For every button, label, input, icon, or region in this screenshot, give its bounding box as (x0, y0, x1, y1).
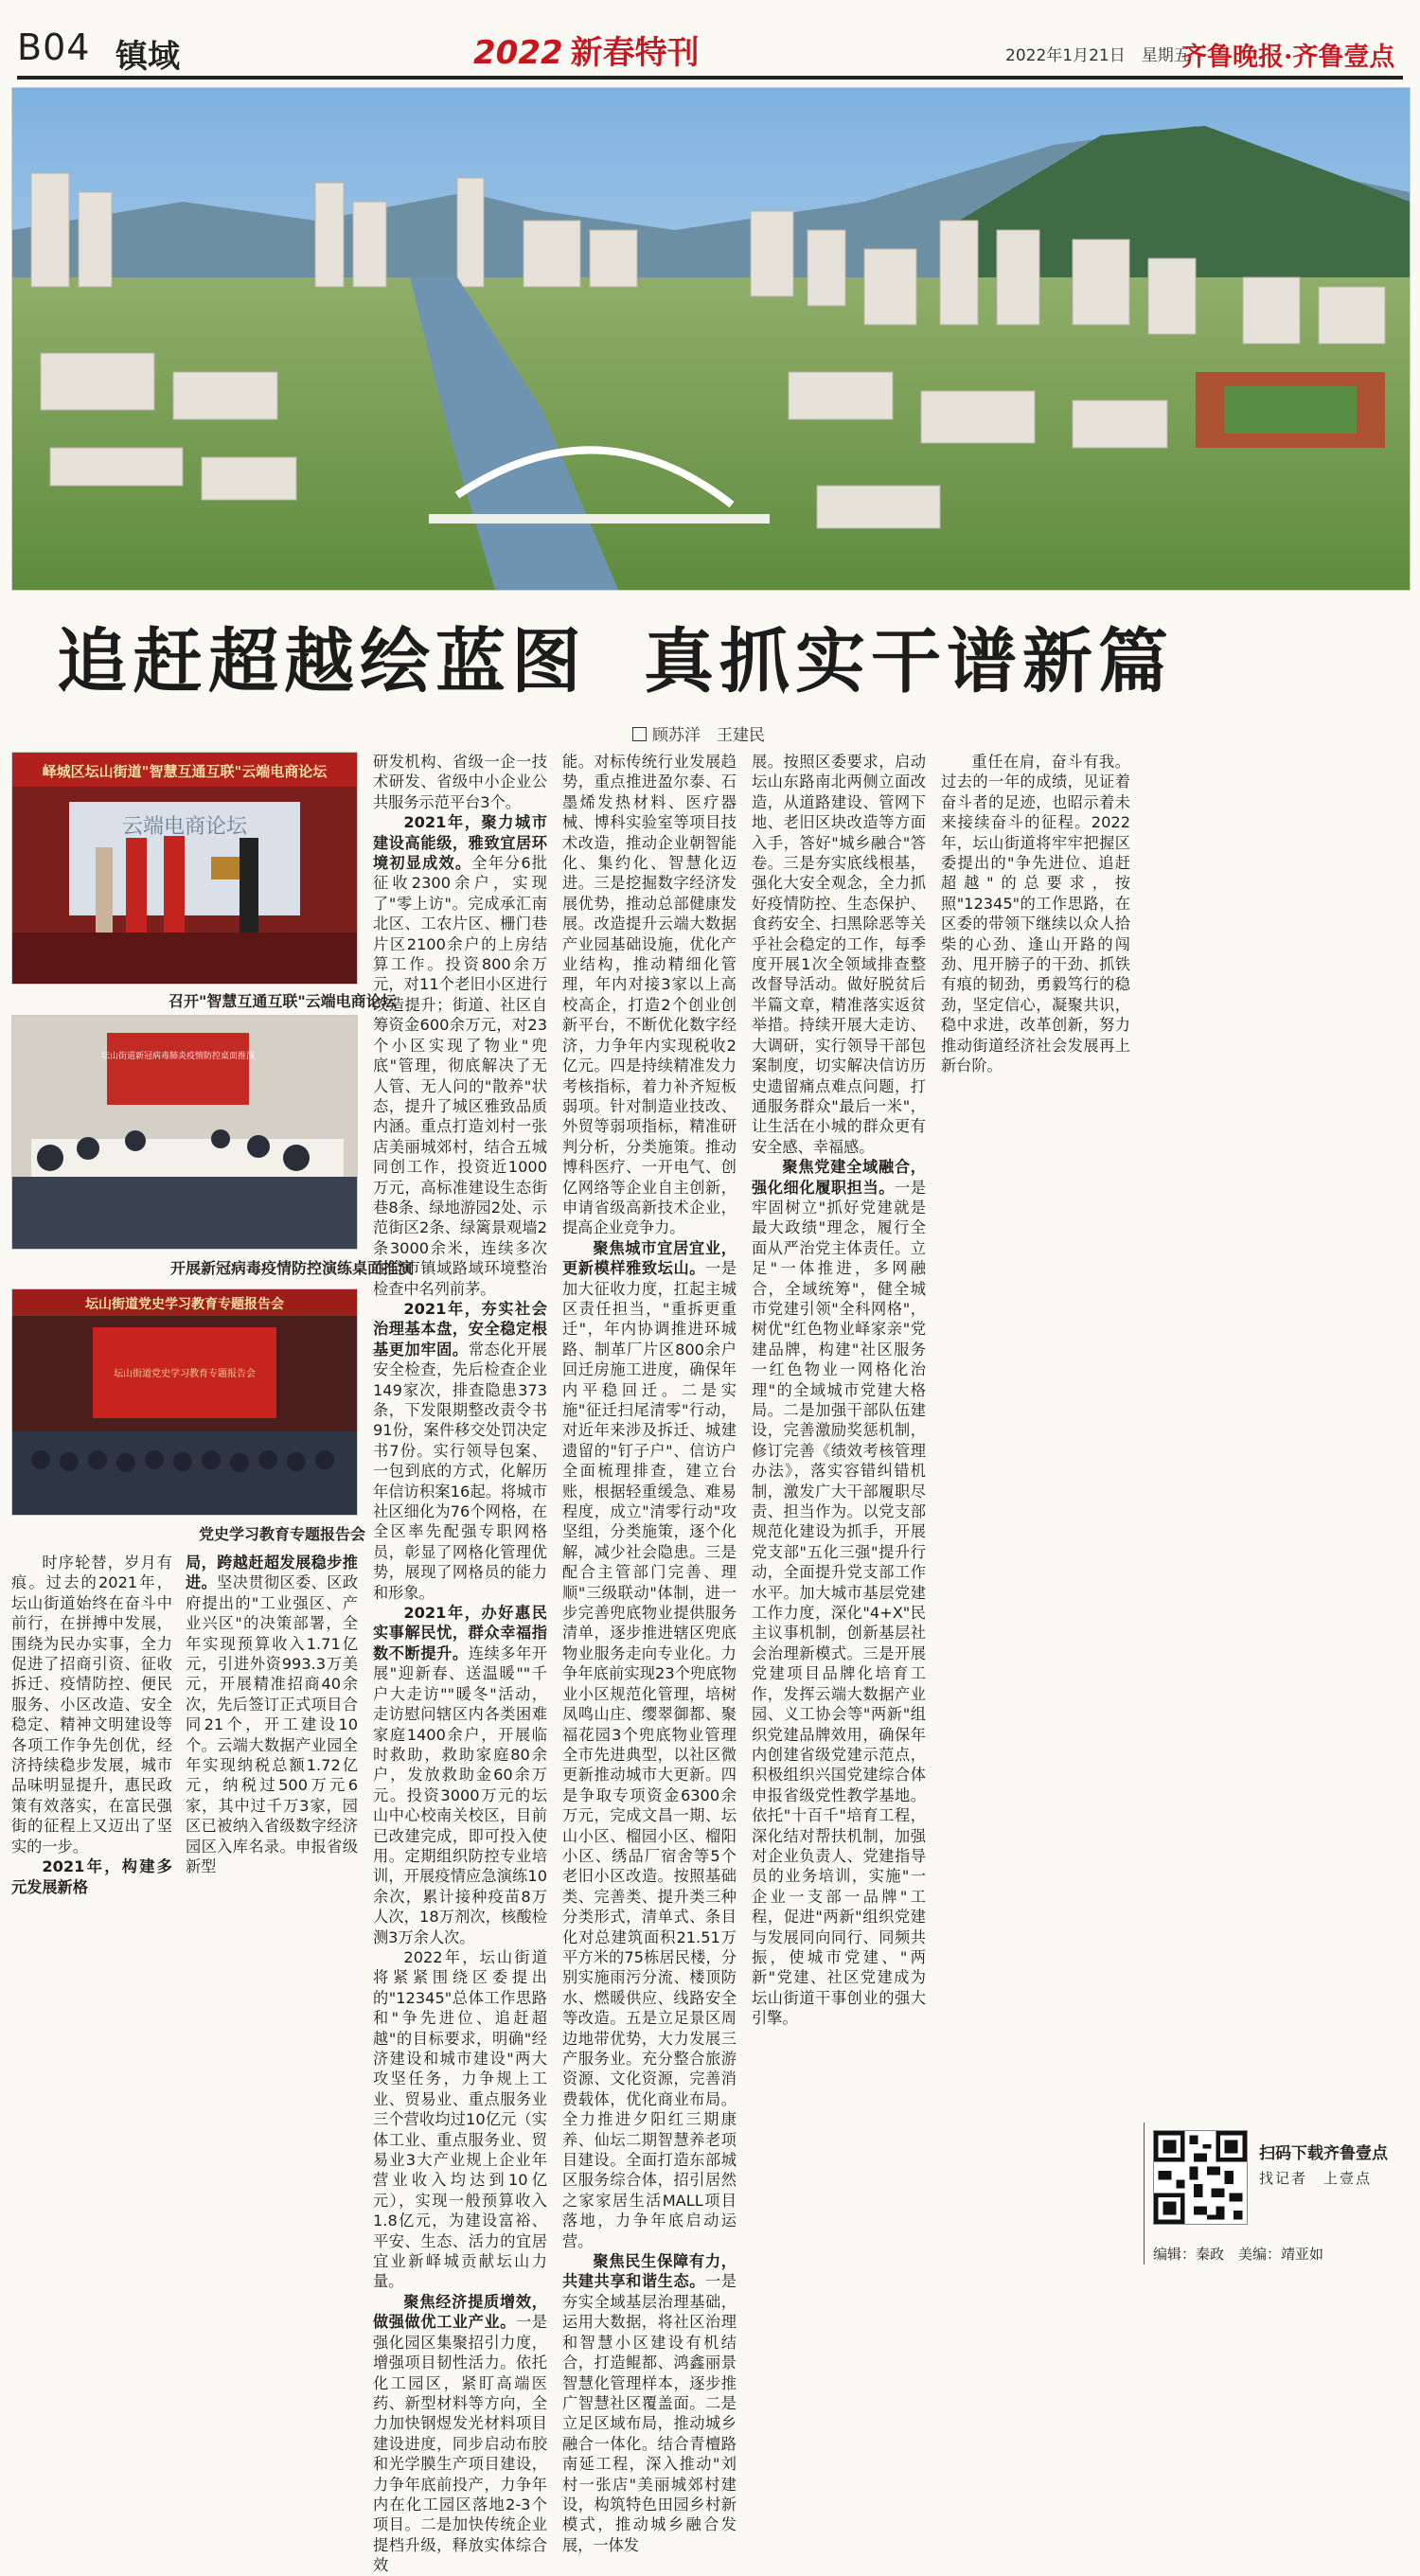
col5-closing: 重任在肩，奋斗有我。过去的一年的成绩，见证着奋斗者的足迹，也昭示着未来接续奋斗的征程。2022年，坛山街道将牢牢把握区委提出的"争先进位、追赶超越"的总要求，按照"12345"的工作思路，在区委的带领下继续以众人拾柴的心劲、逢山开路的闯劲、甩开膀子的干劲、抓铁有痕的韧劲，勇毅笃行的稳劲，坚定信心，凝聚共识，稳中求进，改革创新，努力推动街道经济社会发展再上新台阶。 (941, 753, 1130, 1075)
section-name: 镇域 (115, 38, 180, 76)
colmid-text: 坚决贯彻区委、区政府提出的"工业强区、产业兴区"的决策部署，全年实现预算收入1.71亿元，引进外资993.3万美元，开展精准招商40余次，先后签订正式项目合同21个，开工建设10个。云端大数据产业园全年实现纳税总额1.72亿元，纳税过500万元6家，其中过千万3家，园区已被纳入省级数字经济园区入库名录。申报省级新型 (186, 1573, 359, 1876)
byline (632, 721, 765, 745)
col2-lead2: 2021年，夯实社会治理基本盘，安全稳定根基更加牢固。 (373, 1299, 547, 1359)
special-edition-label (473, 27, 700, 73)
report-photo (11, 1288, 358, 1516)
col3-p3: 一是夯实全域基层治理基础，运用大数据，将社区治理和智慧小区建设有机结合，打造鲲都、鸿鑫丽景智慧化管理样本，逐步推广智慧社区覆盖面。二是立足区域布局，推动城乡融合一体化。结合青檀路南延工程，深入推动"刘村一张店"美丽城郊村建设，构筑特色田园乡村新模式，推动城乡融合发展，一体发 (562, 2272, 737, 2554)
article-col4 (752, 752, 926, 2276)
article-col1 (11, 1553, 172, 2107)
page-header (0, 0, 1420, 76)
drill-caption: 开展新冠病毒疫情防控演练桌面推演 (170, 1259, 414, 1277)
report-banner-text: 坛山街道党史学习教育专题报告会 (85, 1297, 284, 1312)
col1-intro: 时序轮替，岁月有痕。过去的2021年，坛山街道始终在奋斗中前行，在拼搏中发展，围绕为民办实事，全力促进了招商引资、征收拆迁、疫情防控、便民服务、小区改造、安全稳定、精神文明建设等各项工作争先创优，经济持续稳步发展，城市品味明显提升，惠民政策有效落实，在富民强街的征程上又迈出了坚实的一步。 (11, 1554, 172, 1856)
special-title: 新春特刊 (570, 34, 700, 72)
col2-lead4: 聚焦经济提质增效，做强做优工业产业。 (373, 2292, 547, 2332)
issue-date: 2022年1月21日 星期五 (1005, 46, 1190, 65)
headline-part1: 追赶超越绘蓝图 (57, 621, 587, 702)
forum-banner-text: 峄城区坛山街道"智慧互通互联"云端电商论坛 (42, 763, 328, 780)
col2-p3: 连续多年开展"迎新春、送温暖""千户大走访""暖冬"活动，走访慰问辖区内各类困难家庭1400余户，开展临时救助，救助家庭80余户，发放救助金60余万元。投资3000万元的坛山中心校南关校区，目前已改建完成，即可投入使用。定期组织防控专业培训，开展疫情应急演练10余次，累计接种疫苗8万人次，18万剂次，核酸检测3万余人次。 (373, 1643, 547, 1946)
editors-credit: 编辑：秦政 美编：靖亚如 (1153, 2246, 1324, 2263)
qr-sub-label: 找记者 上壹点 (1259, 2170, 1373, 2187)
report-screen-text: 坛山街道党史学习教育专题报告会 (114, 1369, 256, 1379)
header-rule (17, 76, 1403, 80)
colmid-lead: 局，跨越赶超发展稳步推进。 (186, 1554, 358, 1592)
byline-box-icon (632, 727, 647, 741)
headline-part2: 真抓实干谱新篇 (644, 621, 1174, 702)
col3-p2: 一是加大征收力度，扛起主城区责任担当，"重拆更重迁"，年内协调推进环城路、制革厂片区800余户回迁房施工进度，确保年内平稳回迁。二是实施"征迁扫尾清零"行动，对近年来涉及拆迁、城建遗留的"钉子户"、信访户全面梳理排查，建立台账，根据轻重缓急、难易程度，成立"清零行动"攻坚组，分类施策，逐个化解，减少社会隐患。三是配合主管部门完善、理顺"三级联动"体制，进一步完善兜底物业提供服务清单，逐步推进辖区兜底物业服务走向专业化。力争年底前实现23个兜底物业小区规范化管理，培树凤鸣山庄、缨翠御都、聚福花园3个兜底物业管理全市先进典型，以社区微更新推动城市大更新。四是争取专项资金6300余万元，完成文昌一期、坛山小区、榴园小区、榴阳小区、绣品厂宿舍等5个老旧小区改造。按照基础类、完善类、提升类三种分类形式，清单式、条目化对总建筑面积21.51万平方米的75栋居民楼，分别实施雨污分流、楼顶防水、燃暖供应、线路安全等改造。五是立足景区周边地带优势，大力发展三产服务业。充分整合旅游资源、文化资源，完善消费载体，优化商业布局。全力推进夕阳红三期康养、仙坛二期智慧养老项目建设。全面打造东部城区服务综合体，招引居然之家家居生活MALL项目落地，力争年底启动运营。 (562, 1259, 737, 2250)
report-caption: 党史学习教育专题报告会 (199, 1525, 366, 1543)
col3-lead2: 聚焦民生保障有力，共建共享和谐生态。 (562, 2252, 737, 2291)
forum-screen-text: 云端电商论坛 (121, 815, 248, 839)
article-col5 (941, 752, 1130, 2276)
col2-p2: 常态化开展安全检查，先后检查企业149家次，排查隐患373条，下发限期整改责令书91份，案件移交处罚决定书7份。实行领导包案、一包到底的方式，化解历年信访积案16起。将城市社区细化为76个网格，在全区率先配强专职网格员，彰显了网格化管理优势，展现了网格员的能力和形象。 (373, 1340, 547, 1602)
headline (57, 606, 1382, 706)
article-col3 (562, 752, 737, 2554)
col3-p1: 能。对标传统行业发展趋势，重点推进盈尔泰、石墨烯发热材料、医疗器械、博科实验室等项目技术改造，推动企业朝智能化、集约化、智慧化迈进。三是挖掘数字经济发展优势，推动总部健康发展。改造提升云端大数据产业园基础设施，优化产业结构，推动精细化管理，年内对接3家以上高校高企，打造2个创业创新平台，不断优化数字经济，力争年内实现税收2亿元。四是持续精准发力考核指标，着力补齐短板弱项。针对制造业技改、外贸等弱项指标，精准研判分析，分类施策。推动博科医疗、一开电气、创亿网络等企业自主创新，申请省级高新技术企业，提高企业竞争力。 (562, 753, 737, 1237)
article-col1b (186, 1553, 358, 2107)
byline-authors: 顾苏洋 王建民 (652, 726, 765, 745)
drill-photo (11, 1015, 358, 1250)
forum-caption: 召开"智慧互通互联"云端电商论坛 (169, 992, 397, 1010)
article-col6 (1145, 752, 1403, 2105)
col2-p1: 全年分6批征收2300余户，实现了"零上访"。完成承汇南北区、工农片区、栅门巷片区2100余户的上房结算工作。投资800余万元，对11个老旧小区进行改造提升；街道、社区自筹资金600余万元，对23个小区实现了物业"兜底"管理，彻底解决了无人管、无人问的"散养"状态，提升了城区雅致品质内涵。重点打造刘村一张店美丽城郊村，结合五城同创工作，投资近1000万元，高标准建设生态街巷8条、绿地游园2处、示范街区2条、绿篱景观墙2条3000余米，连续多次在全市镇域路域环境整治检查中名列前茅。 (373, 854, 547, 1298)
col4-p1: 展。按照区委要求，启动坛山东路南北两侧立面改造，从道路建设、管网下地、老旧区块改造等方面入手，答好"城乡融合"答卷。三是夯实底线根基，强化大安全观念，全力抓好疫情防控、生态保护、食药安全、扫黑除恶等关乎社会稳定的工作，每季度开展1次全领域排查整改督导活动。做好脱贫后半篇文章，精准落实返贫举措。持续开展大走访、大调研，实行领导干部包案制度，切实解决信访历史遗留痛点难点问题，打通服务群众"最后一米"，让生活在小城的群众更有安全感、幸福感。 (752, 753, 926, 1156)
footer-divider (1144, 2123, 1145, 2265)
forum-photo (11, 752, 358, 985)
col2-lead3: 2021年，办好惠民实事解民忧，群众幸福指数不断提升。 (373, 1604, 547, 1662)
col4-p2: 一是牢固树立"抓好党建就是最大政绩"理念，履行全面从严治党主体责任。立足"一体推进，多网融合，全域统筹"，健全城市党建引领"全科网格"，树优"红色物业峄家亲"党建品牌，构建"社区服务一红色物业一网格化治理"的全域城市党建大格局。二是加强干部队伍建设，完善激励奖惩机制，修订完善《绩效考核管理办法》，落实容错纠错机制，激发广大干部履职尽责、担当作为。以党支部规范化建设为抓手，开展党支部"五化三强"提升行动，全面提升党支部工作水平。加大城市基层党建工作力度，深化"4+X"民主议事机制，创新基层社会治理新模式。三是开展党建项目品牌化培育工作，发挥云端大数据产业园、义工协会等"两新"组织党建品牌效用，确保年内创建省级党建示范点，积极组织兴国党建综合体申报省级党性教学基地。依托"十百千"培育工程，深化结对帮扶机制，加强对企业负责人、党建指导员的业务培训，实施"一企业一支部一品牌"工程，促进"两新"组织党建与发展同向同行、同频共振，使城市党建、"两新"党建、社区党建成为坛山街道干事创业的强大引擎。 (752, 1178, 926, 2028)
col1-lead: 2021年，构建多元发展新格 (11, 1857, 172, 1896)
special-year: 2022 (473, 34, 563, 72)
page-number: B04 (17, 27, 91, 68)
col2-lead1: 2021年，聚力城市建设高能级，雅致宜居环境初显成效。 (373, 813, 547, 873)
qr-code-icon[interactable] (1153, 2130, 1248, 2225)
drill-screen-text: 坛山街道新冠病毒肺炎疫情防控桌面推演 (100, 1052, 256, 1061)
col2-p5: 一是强化园区集聚招引力度，增强项目韧性活力。依托化工园区，紧盯高端医药、新型材料等方向，全力加快钢煜发光材料项目建设进度，同步启动布胶和光学膜生产项目建设，力争年底前投产，力争年内在化工园区落地2-3个项目。二是加快传统企业提档升级，释放实体综合效 (373, 2313, 547, 2575)
article-col2 (373, 752, 547, 2575)
col4-lead1: 聚焦党建全域融合，强化细化履职担当。 (752, 1158, 926, 1197)
col3-lead1: 聚焦城市宜居宜业，更新模样雅致坛山。 (562, 1238, 737, 1278)
col2-top: 研发机构、省级一企一技术研发、省级中小企业公共服务示范平台3个。 (373, 753, 547, 811)
qr-download-label: 扫码下载齐鲁壹点 (1259, 2144, 1388, 2163)
newspaper-brand: 齐鲁晚报·齐鲁壹点 (1181, 43, 1395, 72)
col2-p4: 2022年，坛山街道将紧紧围绕区委提出的"12345"总体工作思路和"争先进位、追赶超越"的目标要求，明确"经济建设和城市建设"两大攻坚任务，力争规上工业、贸易业、重点服务业三个营收均过10亿元（实体工业、重点服务业、贸易业3大产业规上企业年营业收入均达到10亿元），实现一般预算收入1.8亿元，为建设富裕、平安、生态、活力的宜居宜业新峄城贡献坛山力量。 (373, 1947, 547, 2291)
aerial-city-photo (11, 87, 1411, 591)
